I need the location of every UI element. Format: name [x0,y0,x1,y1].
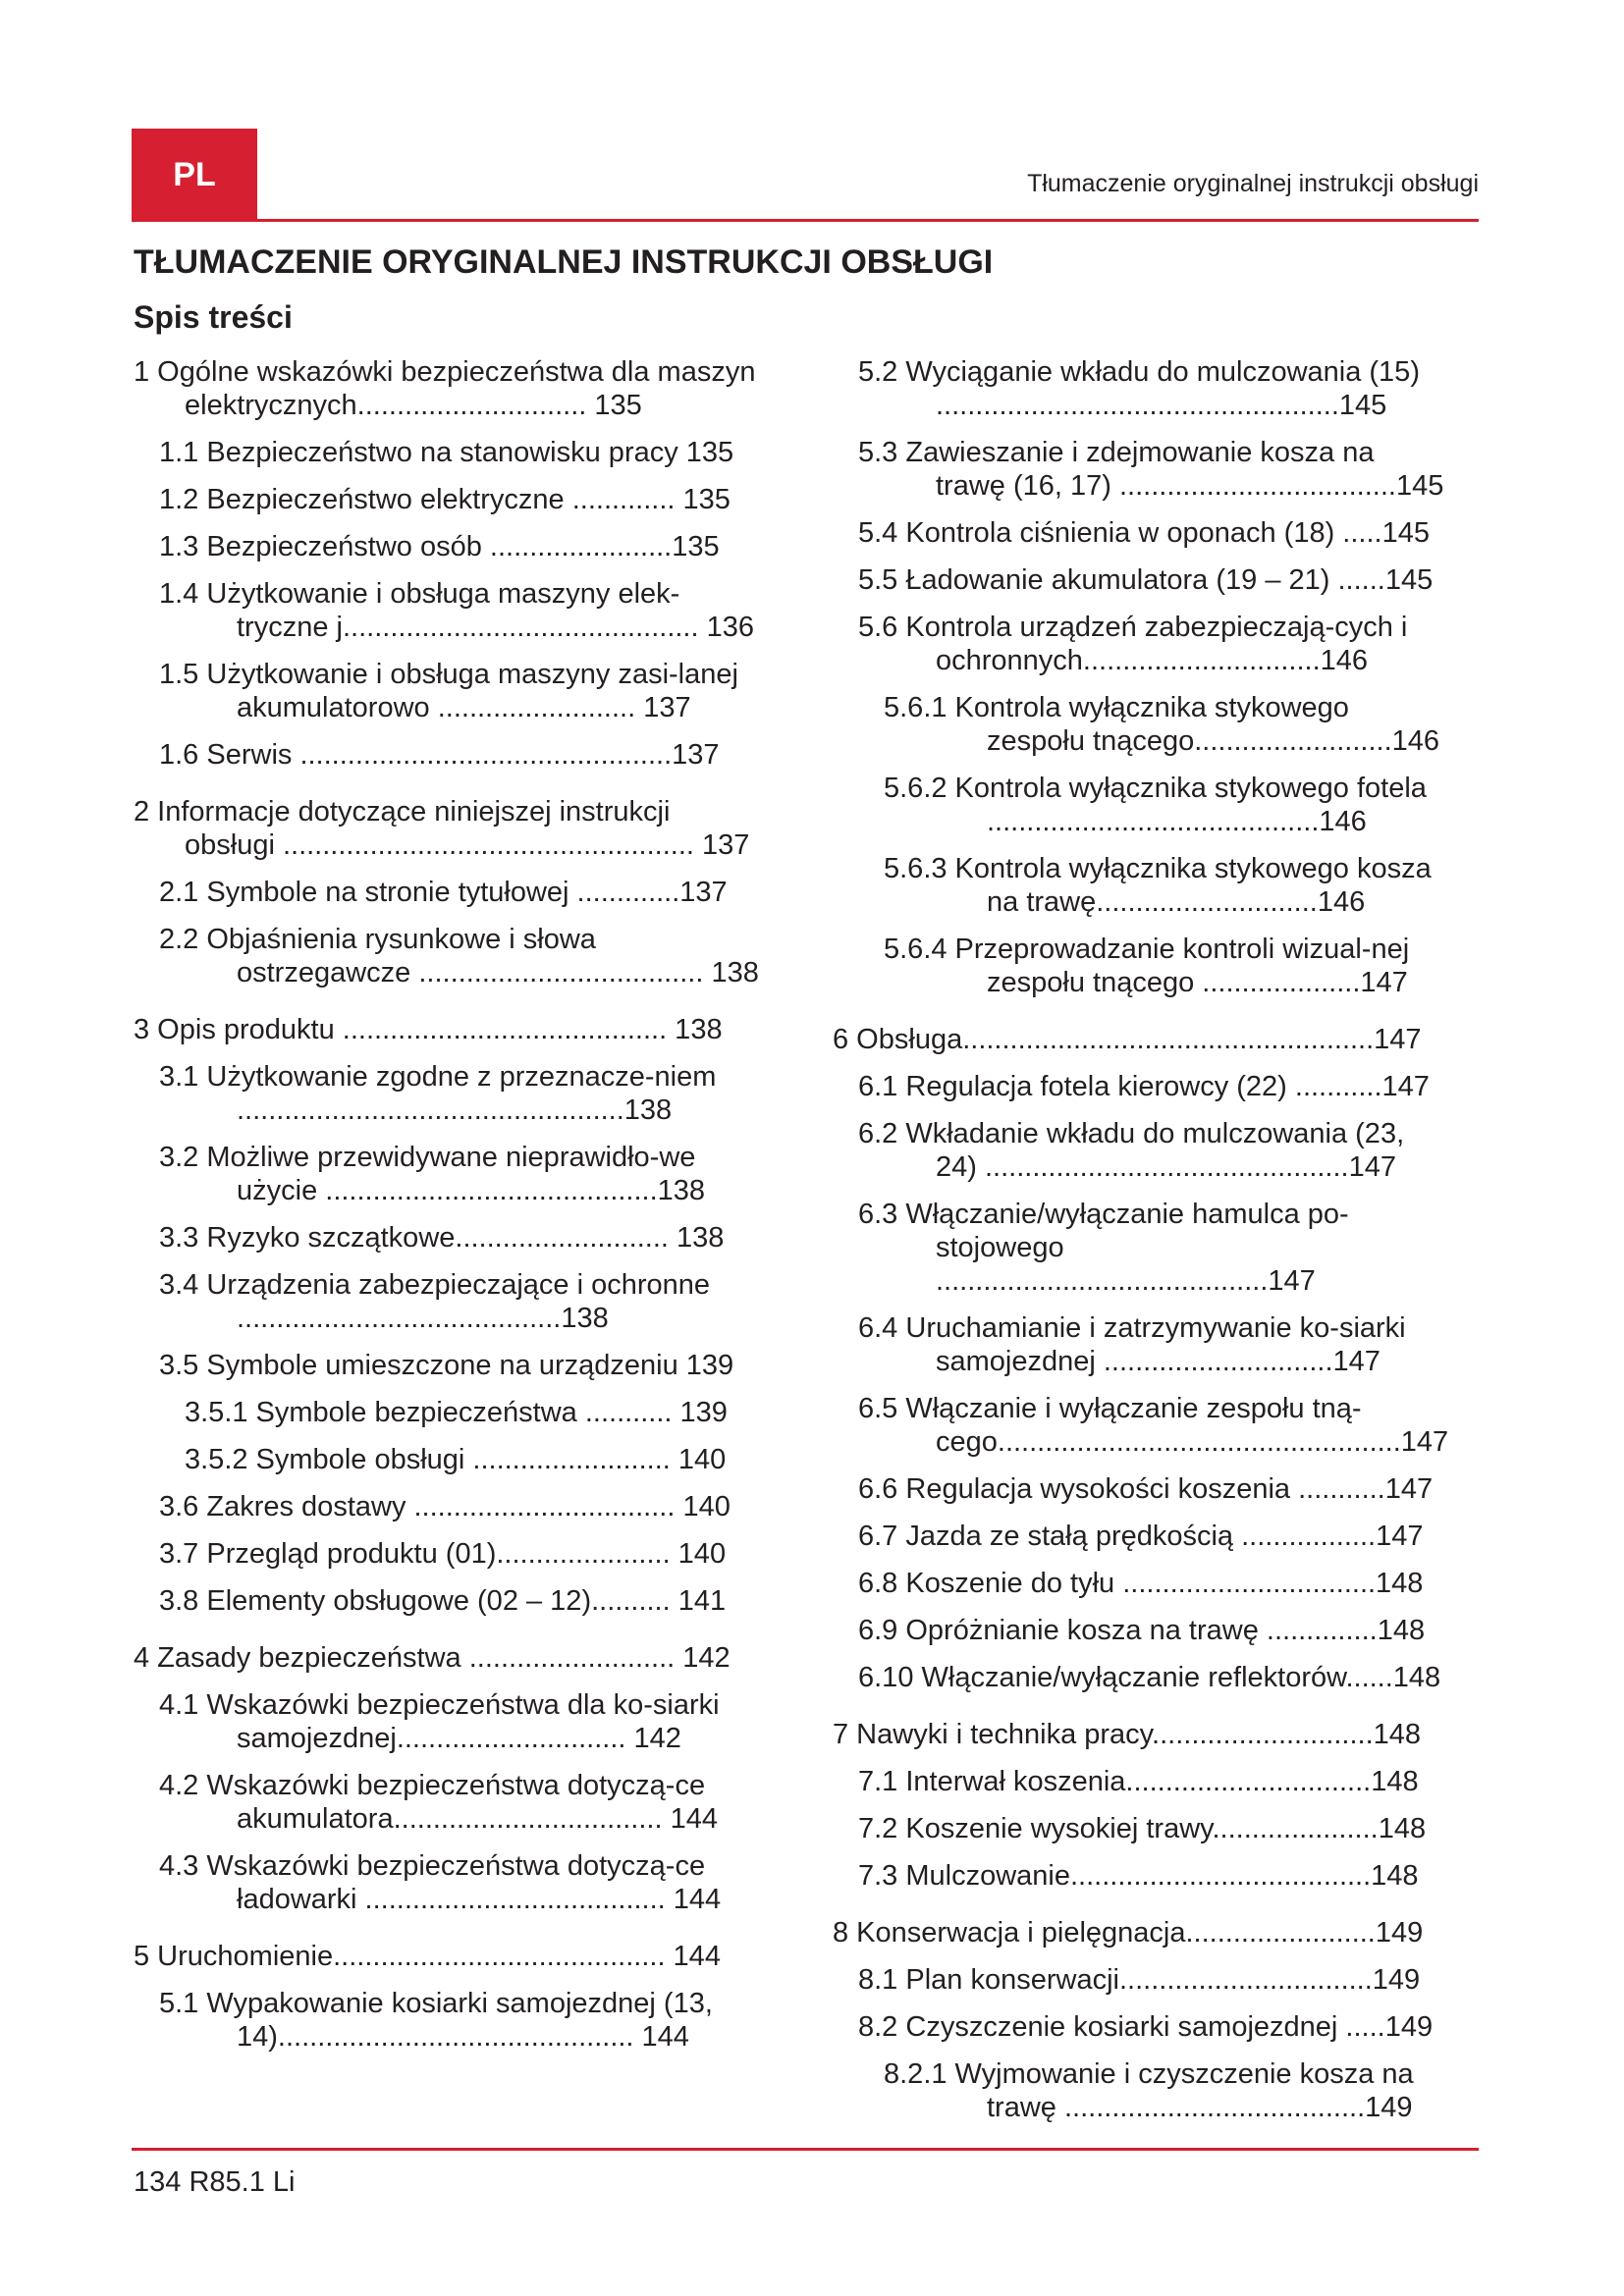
toc-entry-text: 3.1 Użytkowanie zgodne z przeznacze-niem .................................................138 [159,1061,725,1126]
toc-entry-text: 8.2 Czyszczenie kosiarki samojezdnej .....149 [858,2011,1434,2043]
toc-entry-text: 5 Uruchomienie.......................................... 144 [134,1941,721,1972]
toc-entry[interactable] [134,1396,760,1429]
toc-entry[interactable] [134,658,760,724]
toc-entry[interactable] [833,691,1451,758]
toc-entry-text: 3.3 Ryzyko szczątkowe........................... 138 [159,1222,725,1254]
header-divider [132,219,1479,222]
toc-entry-text: 5.6.2 Kontrola wyłącznika stykowego fotela ..........................................146 [884,773,1435,837]
page-footer: 134 R85.1 Li [134,2166,296,2198]
toc-entry[interactable] [134,1443,760,1476]
toc-entry-text: 5.6 Kontrola urządzeń zabezpieczają-cych i ochronnych..............................146 [858,612,1416,676]
toc-entry-text: 5.5 Ładowanie akumulatora (19 – 21) ......145 [858,564,1434,596]
toc-entry-text: 2.2 Objaśnienia rysunkowe i słowa ostrzegawcze .................................... 138 [159,924,759,988]
toc-entry-text: 5.3 Zawieszanie i zdejmowanie kosza na trawę (16, 17) ...................................145 [858,437,1444,502]
toc-entry-text: 5.2 Wyciąganie wkładu do mulczowania (15) ...................................................145 [858,356,1429,421]
toc-entry[interactable] [134,1013,760,1046]
toc-entry-text: 3.2 Możliwe przewidywane nieprawidło-we użycie ..........................................138 [159,1142,706,1206]
toc-entry-text: 6.1 Regulacja fotela kierowcy (22) ...........147 [858,1071,1430,1102]
toc-entry-text: 3.4 Urządzenia zabezpieczające i ochronne .........................................138 [159,1269,719,1334]
toc-entry[interactable] [134,1490,760,1523]
toc-entry-text: 6.9 Opróżnianie kosza na trawę ..............148 [858,1615,1426,1646]
toc-entry-text: 6 Obsługa....................................................147 [833,1024,1422,1055]
toc-entry[interactable] [833,516,1451,550]
toc-entry[interactable] [833,933,1451,999]
toc-entry-text: 1.3 Bezpieczeństwo osób .......................135 [159,531,720,562]
toc-entry[interactable] [833,1859,1451,1893]
toc-entry[interactable] [833,1117,1451,1184]
toc-entry-text: 3.5.1 Symbole bezpieczeństwa ........... 139 [185,1397,728,1428]
toc-entry-text: 7.1 Interwał koszenia...............................148 [858,1766,1419,1797]
toc-entry-text: 1.6 Serwis ...............................................137 [159,739,720,771]
toc-entry-text: 6.10 Włączanie/wyłączanie reflektorów......148 [858,1662,1441,1693]
toc-entry-text: 7.3 Mulczowanie......................................148 [858,1860,1419,1892]
toc-entry-text: 2.1 Symbole na stronie tytułowej .............137 [159,877,728,908]
toc-entry-text: 3.6 Zakres dostawy ................................. 140 [159,1491,731,1522]
toc-entry[interactable] [134,1987,760,2054]
toc-entry[interactable] [134,530,760,563]
toc-entry[interactable] [134,1349,760,1382]
toc-heading: Spis treści [134,299,293,335]
toc-entry-text: 1.5 Użytkowanie i obsługa maszyny zasi-lanej akumulatorowo ......................... 137 [159,659,747,723]
toc-entry-text: 3.7 Przegląd produktu (01)...................... 140 [159,1538,727,1570]
toc-entry[interactable] [134,738,760,772]
toc-entry-text: 7 Nawyki i technika pracy............................148 [833,1719,1422,1750]
toc-entry-text: 6.2 Wkładanie wkładu do mulczowania (23, 24) ..............................................147 [858,1118,1413,1183]
toc-entry[interactable] [134,1769,760,1836]
toc-entry-text: 3.8 Elementy obsługowe (02 – 12).......... 141 [159,1585,727,1617]
toc-entry[interactable] [134,1688,760,1755]
toc-entry[interactable] [833,1392,1451,1459]
toc-entry[interactable] [134,1940,760,1973]
toc-entry[interactable] [833,1916,1451,1949]
toc-entry[interactable] [134,1584,760,1618]
toc-entry-text: 1.4 Użytkowanie i obsługa maszyny elek-tryczne j............................................. 136 [159,578,754,643]
toc-entry-text: 4.3 Wskazówki bezpieczeństwa dotyczą-ce ładowarki ...................................... 144 [159,1850,722,1915]
toc-column-left [134,355,764,2054]
toc-entry-text: 8 Konserwacja i pielęgnacja........................149 [833,1917,1424,1949]
toc-entry-text: 6.8 Koszenie do tyłu ................................148 [858,1568,1424,1599]
toc-column-right [833,355,1451,2124]
toc-entry-text: 4.2 Wskazówki bezpieczeństwa dotyczą-ce akumulatora.................................. 144 [159,1770,718,1835]
toc-entry[interactable] [134,1141,760,1207]
toc-entry[interactable] [833,355,1451,422]
toc-entry-text: 5.1 Wypakowanie kosiarki samojezdnej (13, 14)............................................. 144 [159,1988,721,2053]
toc-entry[interactable] [134,1268,760,1335]
toc-entry[interactable] [134,1849,760,1916]
toc-entry[interactable] [134,1641,760,1675]
toc-entry-text: 4.1 Wskazówki bezpieczeństwa dla ko-siarki samojezdnej............................. 142 [159,1689,728,1754]
toc-entry[interactable] [833,611,1451,677]
toc-entry-text: 3.5 Symbole umieszczone na urządzeniu 139 [159,1350,734,1381]
toc-entry-text: 3 Opis produktu ......................................... 138 [134,1014,723,1045]
toc-entry[interactable] [833,1198,1451,1298]
toc-entry[interactable] [833,1070,1451,1103]
toc-entry-text: 5.6.1 Kontrola wyłącznika stykowego zespołu tnącego.........................146 [884,692,1440,757]
toc-entry[interactable] [833,1963,1451,1997]
toc-entry-text: 4 Zasady bezpieczeństwa .......................... 142 [134,1642,731,1674]
toc-entry-text: 6.7 Jazda ze stałą prędkością .................147 [858,1521,1424,1552]
running-header-title: Tłumaczenie oryginalnej instrukcji obsługi [1027,170,1479,197]
toc-entry[interactable] [833,563,1451,597]
document-title: TŁUMACZENIE ORYGINALNEJ INSTRUKCJI OBSŁUGI [134,243,994,281]
toc-entry-text: 2 Informacje dotyczące niniejszej instrukcji obsługi .................................................... 137 [134,796,750,861]
toc-entry-text: 5.6.3 Kontrola wyłącznika stykowego kosza na trawę............................146 [884,853,1439,918]
toc-entry-text: 8.1 Plan konserwacji................................149 [858,1964,1421,1996]
toc-entry[interactable] [833,2057,1451,2124]
toc-entry[interactable] [833,1520,1451,1553]
toc-entry[interactable] [833,1718,1451,1751]
toc-entry-text: 7.2 Koszenie wysokiej trawy.....................148 [858,1813,1427,1844]
toc-entry[interactable] [134,1221,760,1255]
toc-entry[interactable] [833,1472,1451,1506]
toc-entry[interactable] [833,1567,1451,1600]
toc-entry[interactable] [833,1661,1451,1694]
toc-entry[interactable] [833,1311,1451,1378]
toc-entry-text: 6.4 Uruchamianie i zatrzymywanie ko-siarki samojezdnej .............................147 [858,1312,1414,1377]
toc-entry[interactable] [134,436,760,469]
toc-entry[interactable] [134,577,760,644]
toc-entry-text: 5.6.4 Przeprowadzanie kontroli wizual-nej zespołu tnącego ....................147 [884,934,1418,998]
language-tab: PL [132,129,257,222]
toc-entry-text: 3.5.2 Symbole obsługi ......................... 140 [185,1444,727,1475]
footer-divider [132,2148,1479,2151]
toc-entry[interactable] [833,1765,1451,1798]
toc-entry[interactable] [833,436,1451,503]
toc-entry-text: 1.1 Bezpieczeństwo na stanowisku pracy 135 [159,437,734,468]
toc-entry[interactable] [833,2010,1451,2044]
toc-entry-text: 6.5 Włączanie i wyłączanie zespołu tną-cego...................................................147 [858,1393,1449,1458]
toc-entry-text: 8.2.1 Wyjmowanie i czyszczenie kosza na trawę ......................................149 [884,2058,1422,2123]
toc-entry[interactable] [833,772,1451,838]
toc-entry-text: 1 Ogólne wskazówki bezpieczeństwa dla maszyn elektrycznych............................. 135 [134,356,764,421]
toc-entry-text: 5.4 Kontrola ciśnienia w oponach (18) .....145 [858,517,1430,549]
toc-entry-text: 6.3 Włączanie/wyłączanie hamulca po-stojowego ..........................................147 [858,1199,1349,1297]
toc-entry[interactable] [134,923,760,989]
toc-entry[interactable] [833,1812,1451,1845]
toc-entry[interactable] [134,355,764,422]
toc-entry[interactable] [134,1060,760,1127]
toc-entry-text: 6.6 Regulacja wysokości koszenia ...........147 [858,1473,1434,1505]
toc-entry[interactable] [134,483,760,516]
toc-entry[interactable] [833,852,1451,919]
toc-entry[interactable] [134,1537,760,1571]
toc-entry[interactable] [833,1023,1451,1056]
toc-entry-text: 1.2 Bezpieczeństwo elektryczne ............. 135 [159,484,731,515]
toc-entry[interactable] [833,1614,1451,1647]
toc-entry[interactable] [134,795,760,862]
toc-entry[interactable] [134,876,760,909]
